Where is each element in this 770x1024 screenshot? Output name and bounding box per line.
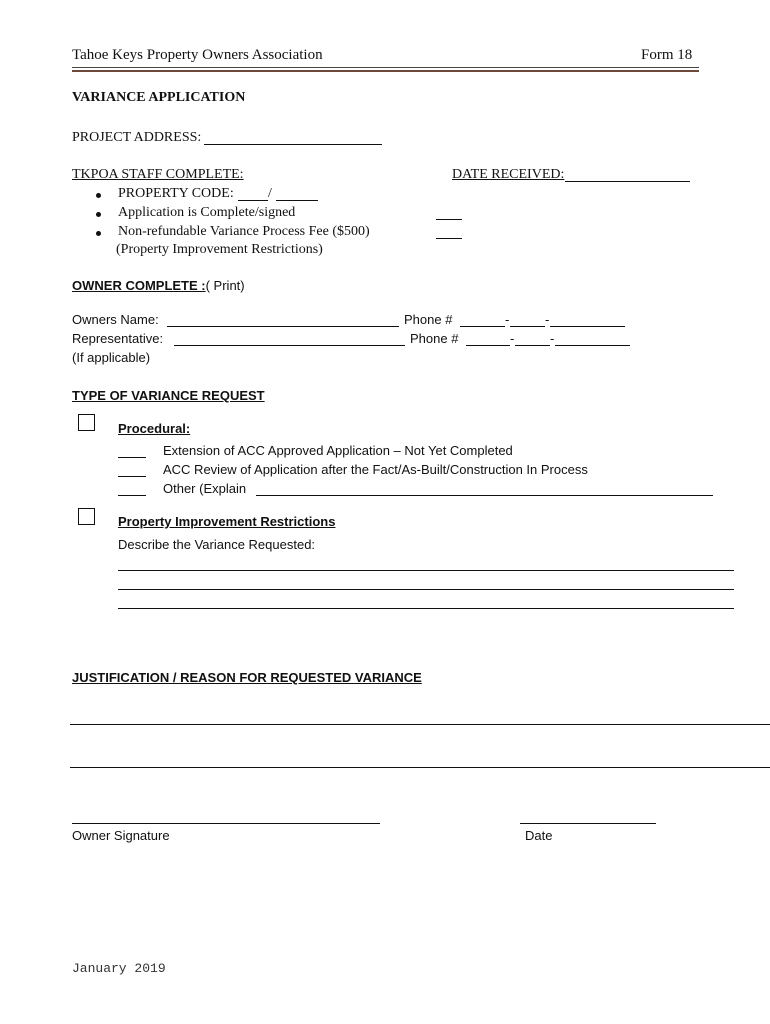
justification-line[interactable] [70,724,770,725]
procedural-item-label: ACC Review of Application after the Fact/As-Built/Construction In Process [163,462,588,477]
justification-heading: JUSTIFICATION / REASON FOR REQUESTED VARIANCE [72,670,422,685]
procedural-item-check[interactable] [118,457,146,458]
project-address-label: PROJECT ADDRESS: [72,130,202,145]
application-complete-check[interactable] [436,219,462,220]
procedural-item-check[interactable] [118,476,146,477]
date-received-label: DATE RECEIVED: [452,167,565,182]
property-code-label: PROPERTY CODE: [118,186,234,201]
improvement-checkbox[interactable] [78,508,95,525]
phone-dash: - [545,312,550,327]
fee-check[interactable] [436,238,462,239]
if-applicable-note: (If applicable) [72,350,151,365]
describe-line[interactable] [118,608,734,609]
procedural-label: Procedural: [118,421,191,436]
owners-name-label: Owners Name: [72,312,159,327]
rep-phone-label: Phone # [410,331,459,346]
owner-signature-label: Owner Signature [72,828,170,843]
procedural-item-label: Other (Explain [163,481,247,496]
property-code-field-1[interactable] [238,200,268,201]
rep-phone-field-3[interactable] [555,345,630,346]
page-title: VARIANCE APPLICATION [72,90,246,105]
describe-line[interactable] [118,589,734,590]
procedural-item-label: Extension of ACC Approved Application – Not Yet Completed [163,443,513,458]
bullet-icon [96,212,101,217]
owner-signature-field[interactable] [72,823,380,824]
signature-date-field[interactable] [520,823,656,824]
representative-label: Representative: [72,331,164,346]
footer-date: January 2019 [72,961,166,976]
owner-phone-field-1[interactable] [460,326,505,327]
fee-note: (Property Improvement Restrictions) [116,242,323,257]
owner-phone-label: Phone # [404,312,453,327]
improvement-label: Property Improvement Restrictions [118,514,336,529]
owner-phone-field-3[interactable] [550,326,625,327]
justification-line[interactable] [70,767,770,768]
property-code-separator: / [268,186,272,201]
bullet-icon [96,231,101,236]
other-explain-field[interactable] [256,495,713,496]
rep-phone-field-2[interactable] [515,345,550,346]
variance-heading: TYPE OF VARIANCE REQUEST [72,388,265,403]
header-rule-thick [72,70,699,72]
describe-line[interactable] [118,570,734,571]
phone-dash: - [550,331,555,346]
procedural-checkbox[interactable] [78,414,95,431]
phone-dash: - [505,312,510,327]
bullet-icon [96,193,101,198]
fee-label: Non-refundable Variance Process Fee ($500) [118,224,370,239]
phone-dash: - [510,331,515,346]
owner-heading: OWNER COMPLETE : [72,278,206,293]
project-address-field[interactable] [204,144,382,145]
describe-label: Describe the Variance Requested: [118,537,316,552]
representative-field[interactable] [174,345,405,346]
rep-phone-field-1[interactable] [466,345,510,346]
form-number: Form 18 [641,47,693,63]
owner-phone-field-2[interactable] [510,326,545,327]
property-code-field-2[interactable] [276,200,318,201]
owner-heading-note: ( Print) [205,278,245,293]
staff-heading: TKPOA STAFF COMPLETE: [72,167,244,182]
header-rule [72,67,699,68]
date-received-field[interactable] [565,181,690,182]
owner-heading-row [72,278,245,293]
org-name: Tahoe Keys Property Owners Association [72,47,323,63]
application-complete-label: Application is Complete/signed [118,205,296,220]
procedural-item-check[interactable] [118,495,146,496]
signature-date-label: Date [525,828,553,843]
owners-name-field[interactable] [167,326,399,327]
